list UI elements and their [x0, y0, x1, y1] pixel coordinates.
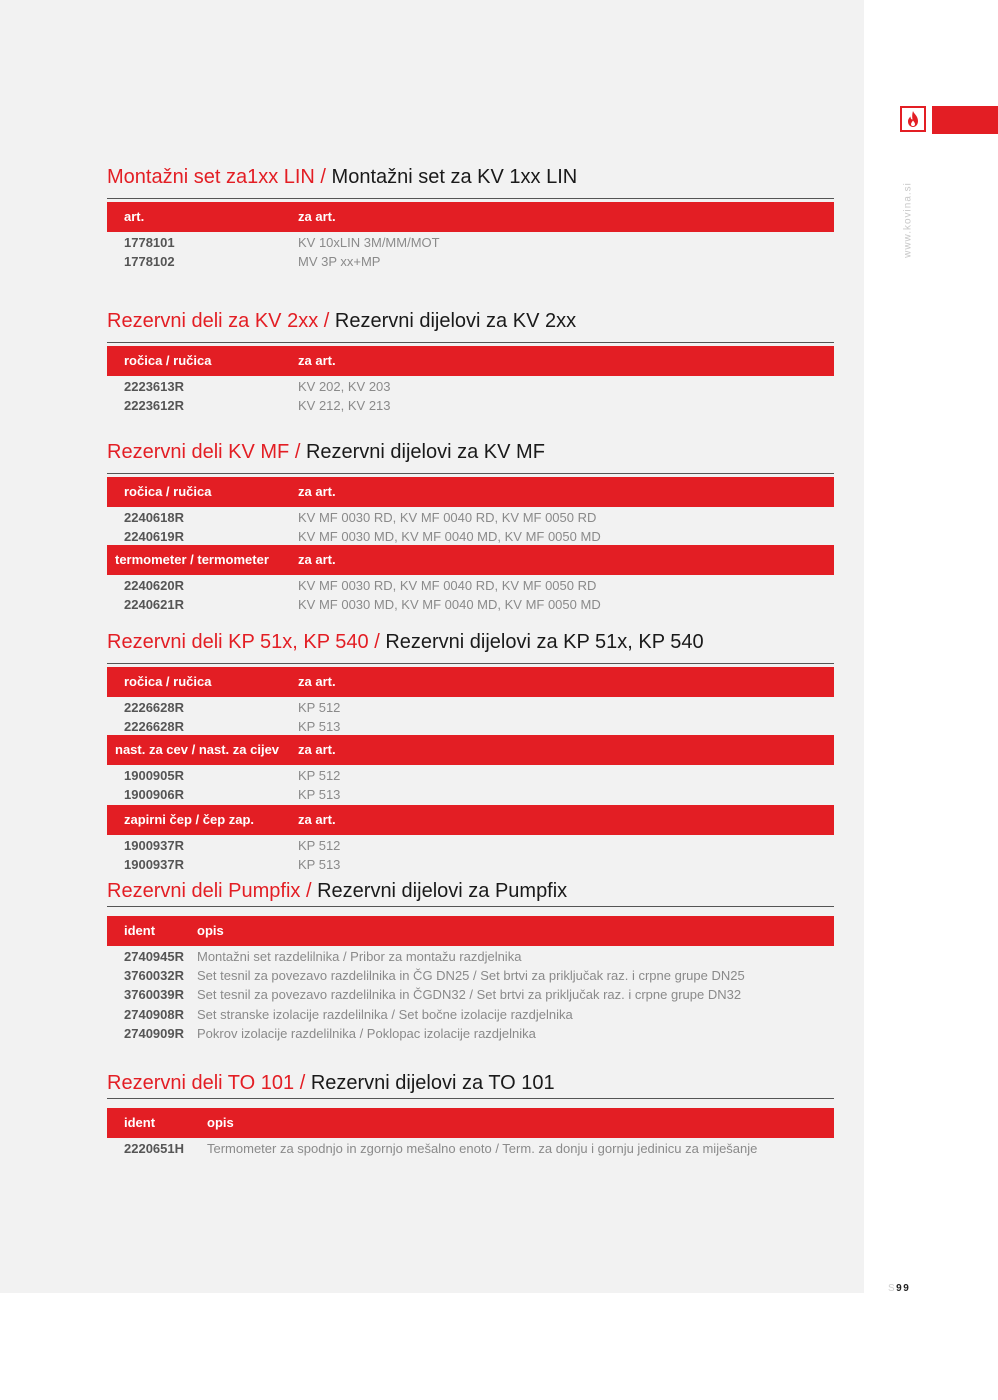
- header-col2: za art.: [298, 552, 336, 567]
- item-desc: KV 202, KV 203: [298, 379, 391, 394]
- item-code: 3760039R: [124, 987, 184, 1002]
- header-col1: termometer / termometer: [115, 552, 269, 567]
- header-col2: za art.: [298, 742, 336, 757]
- table-row: [107, 509, 834, 528]
- table-row: [107, 856, 834, 875]
- table-header: [107, 1108, 834, 1138]
- item-desc: Set stranske izolacije razdelilnika / Set bočne izolacije razdjelnika: [197, 1007, 573, 1022]
- item-desc: KV MF 0030 MD, KV MF 0040 MD, KV MF 0050 MD: [298, 529, 601, 544]
- side-url-text: www.kovina.si: [902, 182, 914, 258]
- table-row: [107, 948, 834, 967]
- header-col2: za art.: [298, 353, 336, 368]
- side-url: [896, 180, 920, 260]
- item-desc: Pokrov izolacije razdelilnika / Poklopac izolacije razdjelnika: [197, 1026, 536, 1041]
- table-row: [107, 253, 834, 272]
- table-row: [107, 967, 834, 986]
- header-col1: ident: [124, 923, 156, 938]
- page-number: [888, 1283, 910, 1294]
- header-col1: zapirni čep / čep zap.: [124, 812, 255, 827]
- item-desc: MV 3P xx+MP: [298, 254, 381, 269]
- item-code: 2223612R: [124, 398, 184, 413]
- table-header: [107, 545, 834, 575]
- section-title-red: Rezervni deli TO 101 /: [107, 1072, 306, 1094]
- item-code: 1900905R: [124, 768, 184, 783]
- section-title-black: Rezervni dijelovi za Pumpfix: [311, 880, 568, 902]
- item-desc: KP 513: [298, 787, 341, 802]
- section-title-red: Rezervni deli Pumpfix /: [107, 880, 312, 902]
- item-code: 1778101: [124, 235, 175, 250]
- table-row: [107, 837, 834, 856]
- section-title-black: Rezervni dijelovi za TO 101: [305, 1072, 555, 1094]
- table-row: [107, 234, 834, 253]
- header-col1: ročica / ručica: [124, 353, 212, 368]
- item-code: 2223613R: [124, 379, 184, 394]
- header-col2: za art.: [298, 209, 336, 224]
- section-rule: [107, 1098, 834, 1099]
- section-title-red: Montažni set za1xx LIN /: [107, 166, 326, 188]
- table-header: [107, 202, 834, 232]
- section-rule: [107, 198, 834, 199]
- table-row: [107, 767, 834, 786]
- table-row: [107, 986, 834, 1005]
- item-code: 2740909R: [124, 1026, 184, 1041]
- header-col2: za art.: [298, 812, 336, 827]
- table-row: [107, 397, 834, 416]
- section-title: [107, 165, 577, 189]
- flame-icon: [905, 110, 921, 128]
- table-row: [107, 1140, 834, 1159]
- item-desc: KP 513: [298, 857, 341, 872]
- item-desc: KP 512: [298, 768, 341, 783]
- table-row: [107, 1006, 834, 1025]
- page-number-value: 99: [896, 1283, 911, 1294]
- table-row: [107, 786, 834, 805]
- table-row: [107, 596, 834, 615]
- item-code: 2240621R: [124, 597, 184, 612]
- chapter-tab: [932, 106, 998, 134]
- table-header: [107, 735, 834, 765]
- item-desc: Set tesnil za povezavo razdelilnika in ČGDN32 / Set brtvi za priključak raz. i crpne grupe DN32: [197, 987, 742, 1002]
- section-title-red: Rezervni deli za KV 2xx /: [107, 310, 330, 332]
- item-code: 2740945R: [124, 949, 184, 964]
- section-title-black: Rezervni dijelovi za KV MF: [300, 441, 545, 463]
- item-desc: Termometer za spodnjo in zgornjo mešalno enoto / Term. za donju i gornju jedinicu za miješanje: [207, 1141, 758, 1156]
- table-row: [107, 378, 834, 397]
- section-title: [107, 1071, 555, 1095]
- section-title: [107, 630, 704, 654]
- item-code: 1900906R: [124, 787, 184, 802]
- item-code: 3760032R: [124, 968, 184, 983]
- table-header: [107, 346, 834, 376]
- item-desc: Montažni set razdelilnika / Pribor za montažu razdjelnika: [197, 949, 522, 964]
- section-title: [107, 879, 567, 903]
- section-rule: [107, 342, 834, 343]
- flame-icon-box: [900, 106, 926, 132]
- page-number-prefix: S: [888, 1283, 897, 1294]
- item-desc: KV 212, KV 213: [298, 398, 391, 413]
- header-col1: nast. za cev / nast. za cijev: [115, 742, 280, 757]
- item-code: 2220651H: [124, 1141, 184, 1156]
- section-title: [107, 440, 545, 464]
- section-title-red: Rezervni deli KP 51x, KP 540 /: [107, 631, 380, 653]
- item-code: 2240618R: [124, 510, 184, 525]
- header-col2: opis: [197, 923, 224, 938]
- item-code: 2240619R: [124, 529, 184, 544]
- item-code: 1778102: [124, 254, 175, 269]
- item-desc: Set tesnil za povezavo razdelilnika in ČG DN25 / Set brtvi za priključak raz. i crpne grupe DN25: [197, 968, 745, 983]
- item-desc: KV 10xLIN 3M/MM/MOT: [298, 235, 440, 250]
- table-header: [107, 477, 834, 507]
- item-desc: KV MF 0030 RD, KV MF 0040 RD, KV MF 0050 RD: [298, 578, 597, 593]
- item-code: 2226628R: [124, 719, 184, 734]
- table-row: [107, 699, 834, 718]
- right-margin: [864, 0, 998, 1400]
- item-desc: KP 513: [298, 719, 341, 734]
- table-header: [107, 667, 834, 697]
- header-col2: za art.: [298, 484, 336, 499]
- section-title-black: Rezervni dijelovi za KP 51x, KP 540: [379, 631, 704, 653]
- table-header: [107, 916, 834, 946]
- header-col2: za art.: [298, 674, 336, 689]
- section-title: [107, 309, 576, 333]
- header-col1: ident: [124, 1115, 156, 1130]
- item-desc: KP 512: [298, 838, 341, 853]
- header-col2: opis: [207, 1115, 234, 1130]
- table-row: [107, 1025, 834, 1044]
- item-code: 1900937R: [124, 838, 184, 853]
- section-title-black: Rezervni dijelovi za KV 2xx: [329, 310, 577, 332]
- section-rule: [107, 663, 834, 664]
- header-col1: ročica / ručica: [124, 484, 212, 499]
- item-desc: KV MF 0030 RD, KV MF 0040 RD, KV MF 0050 RD: [298, 510, 597, 525]
- table-header: [107, 805, 834, 835]
- section-rule: [107, 473, 834, 474]
- section-title-black: Montažni set za KV 1xx LIN: [325, 166, 578, 188]
- item-code: 2740908R: [124, 1007, 184, 1022]
- table-row: [107, 577, 834, 596]
- item-desc: KV MF 0030 MD, KV MF 0040 MD, KV MF 0050 MD: [298, 597, 601, 612]
- header-col1: ročica / ručica: [124, 674, 212, 689]
- item-code: 2240620R: [124, 578, 184, 593]
- header-col1: art.: [124, 209, 145, 224]
- item-code: 1900937R: [124, 857, 184, 872]
- item-desc: KP 512: [298, 700, 341, 715]
- item-code: 2226628R: [124, 700, 184, 715]
- section-rule: [107, 906, 834, 907]
- section-title-red: Rezervni deli KV MF /: [107, 441, 301, 463]
